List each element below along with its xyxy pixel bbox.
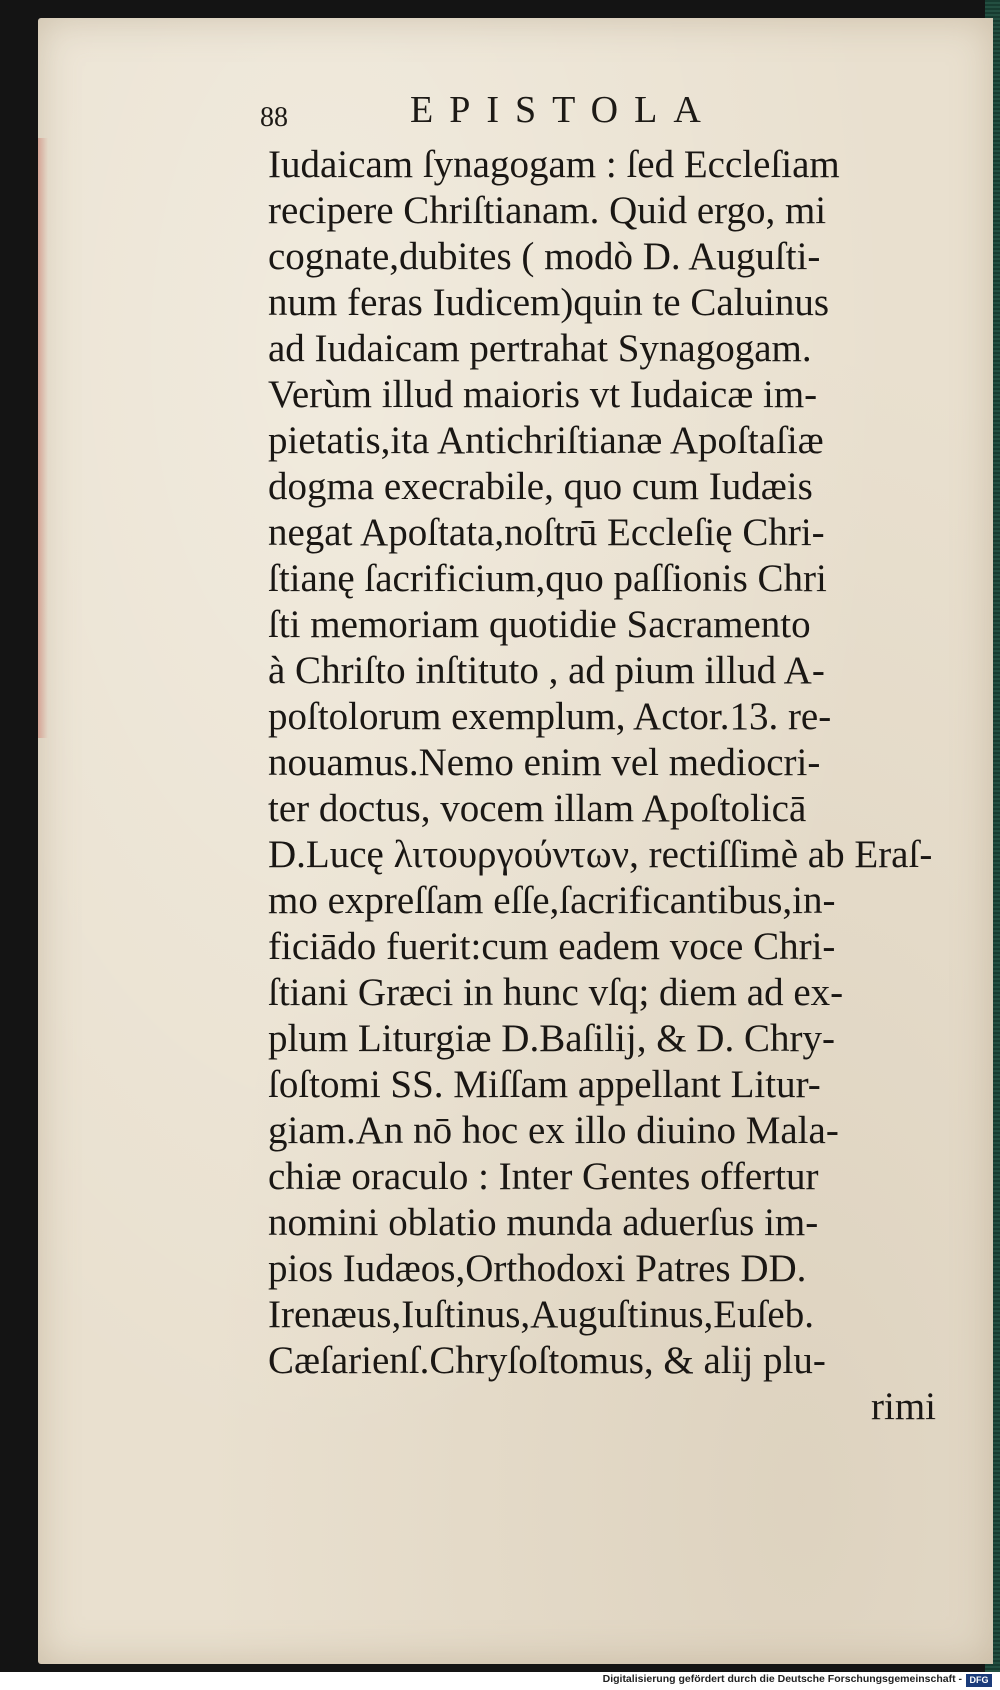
text-line: ſoſtomi SS. Miſſam appellant Litur- <box>268 1063 821 1106</box>
text-line: pios Iudæos,Orthodoxi Patres DD. <box>268 1247 807 1290</box>
text-line: ſti memoriam quotidie Sacramento <box>268 603 811 646</box>
text-line: nouamus.Nemo enim vel mediocri- <box>268 741 821 784</box>
text-line: giam.An nō hoc ex illo diuino Mala- <box>268 1109 839 1152</box>
funding-credit: Digitalisierung gefördert durch die Deutsche Forschungsgemeinschaft - <box>602 1673 962 1685</box>
text-line: dogma execrabile, quo cum Iudæis <box>268 465 813 508</box>
catchword: rimi <box>871 1385 936 1428</box>
text-line: pietatis,ita Antichriſtianæ Apoſtaſiæ <box>268 419 824 462</box>
digitization-footer <box>0 1672 1000 1690</box>
text-line: Verùm illud maioris vt Iudaicæ im- <box>268 373 818 416</box>
text-line: ad Iudaicam pertrahat Synagogam. <box>268 327 812 370</box>
text-line: ſtianę ſacrificium,quo paſſionis Chri <box>268 557 827 600</box>
text-line: poſtolorum exemplum, Actor.13. re- <box>268 695 832 738</box>
text-line: ficiādo fuerit:cum eadem voce Chri- <box>268 925 836 968</box>
text-line: à Chriſto inſtituto , ad pium illud A- <box>268 649 825 692</box>
text-line: cognate,dubites ( modò D. Auguſti- <box>268 235 821 278</box>
text-line: plum Liturgiæ D.Baſilij, & D. Chry- <box>268 1017 835 1060</box>
page-number: 88 <box>260 102 288 133</box>
text-line: negat Apoſtata,noſtrū Eccleſię Chri- <box>268 511 825 554</box>
page-header <box>230 88 950 138</box>
text-line: Irenæus,Iuſtinus,Auguſtinus,Euſeb. <box>268 1293 814 1336</box>
page-edge-stain <box>38 138 48 738</box>
text-line: ter doctus, vocem illam Apoſtolicā <box>268 787 807 830</box>
text-line: chiæ oraculo : Inter Gentes offertur <box>268 1155 819 1198</box>
text-line: Iudaicam ſynagogam : ſed Eccleſiam <box>268 143 840 186</box>
text-line: mo expreſſam eſſe,ſacrificantibus,in- <box>268 879 836 922</box>
dfg-logo: DFG <box>966 1674 992 1687</box>
text-line: nomini oblatio munda aduerſus im- <box>268 1201 819 1244</box>
text-line: ſtiani Græci in hunc vſq; diem ad ex- <box>268 971 844 1014</box>
running-title: EPISTOLA <box>410 89 717 131</box>
text-line: D.Lucę λιτουργούντων, rectiſſimè ab Eraſ- <box>268 833 933 876</box>
text-line: Cæſarienſ.Chryſoſtomus, & alij plu- <box>268 1339 826 1382</box>
text-line: recipere Chriſtianam. Quid ergo, mi <box>268 189 827 232</box>
text-line: num feras Iudicem)quin te Caluinus <box>268 281 830 324</box>
body-text <box>268 142 944 1430</box>
